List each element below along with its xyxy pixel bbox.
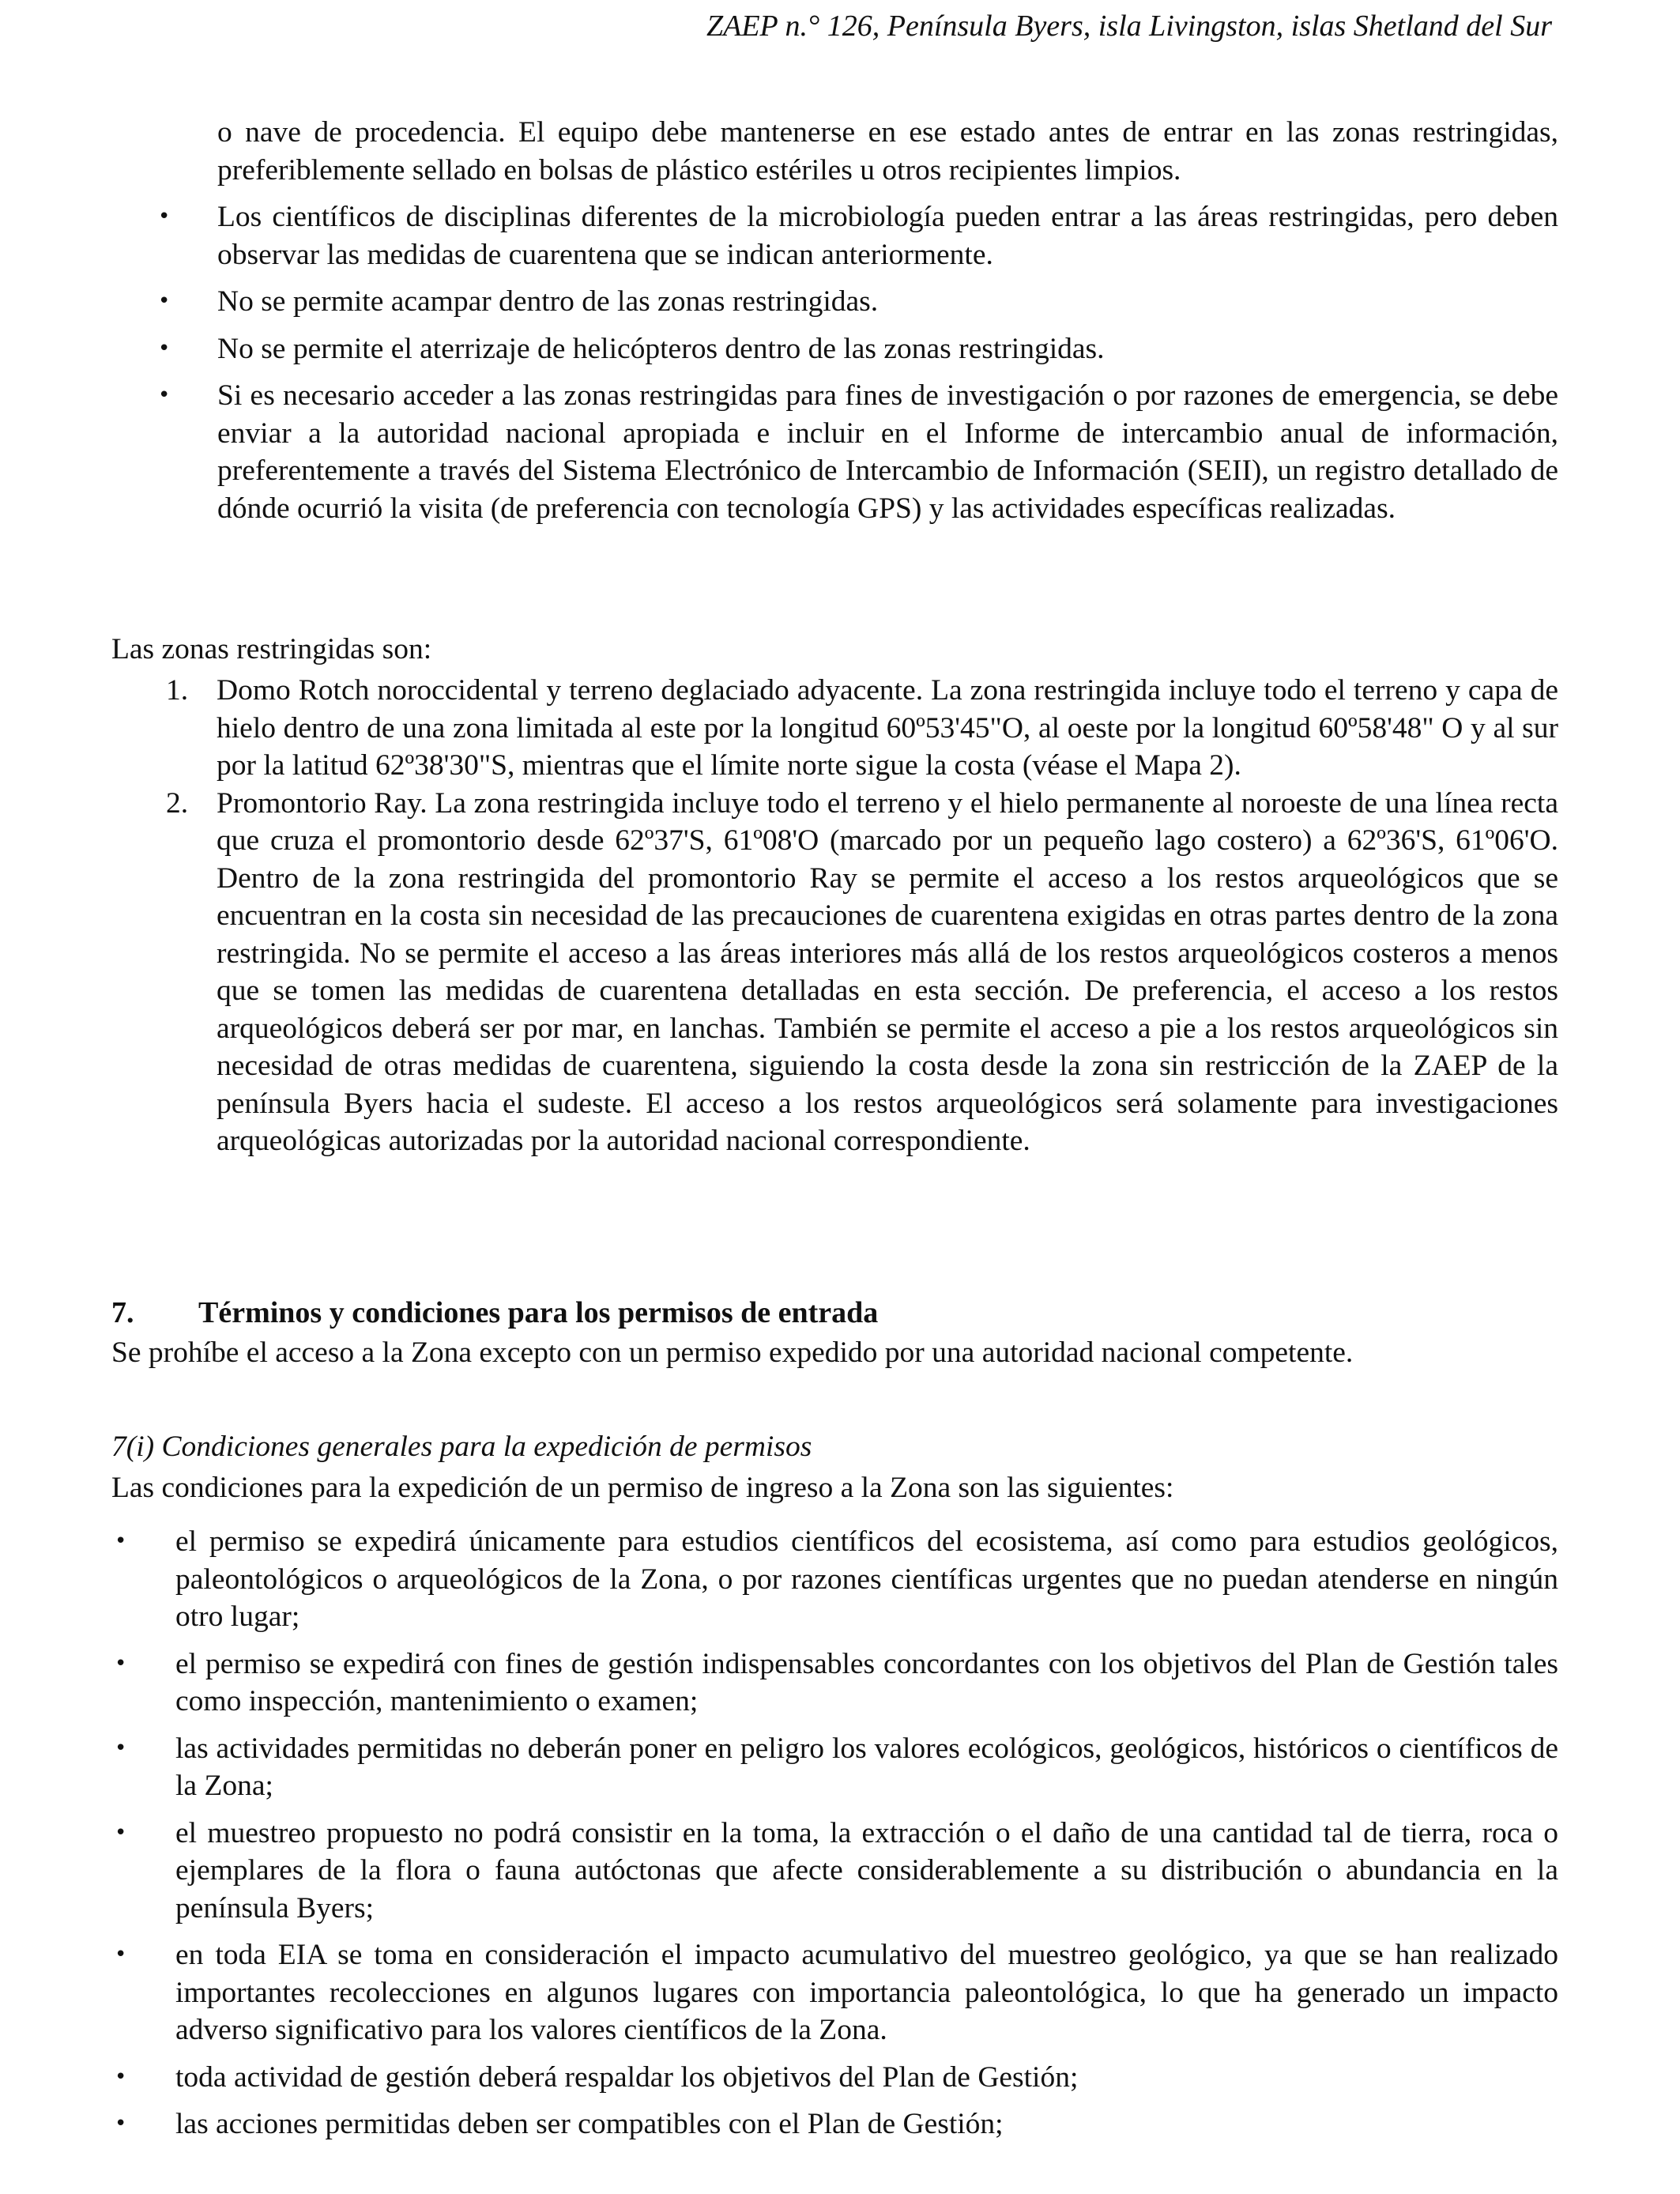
list-item [111, 1730, 1558, 1805]
list-item-text: las acciones permitidas deben ser compatibles con el Plan de Gestión; [175, 2108, 1004, 2140]
list-item-text: las actividades permitidas no deberán poner en peligro los valores ecológicos, geológicos, históricos o científicos de la Zona; [175, 1732, 1558, 1802]
bullet-icon: • [115, 1651, 127, 1676]
zone-item [166, 672, 1558, 785]
list-item [111, 2059, 1558, 2097]
list-item-text: No se permite acampar dentro de las zonas restringidas. [217, 285, 879, 318]
bullet-icon: • [115, 1529, 127, 1553]
zone-number: 2. [166, 786, 189, 820]
quarantine-measures-block [158, 114, 1558, 537]
zone-item [166, 785, 1558, 1160]
running-header: ZAEP n.° 126, Península Byers, isla Livingston, islas Shetland del Sur [706, 9, 1552, 43]
bullet-icon: • [115, 2064, 127, 2089]
list-item [158, 377, 1558, 527]
zones-intro: Las zonas restringidas son: [111, 633, 432, 665]
bullet-icon: • [115, 1736, 127, 1760]
list-item-text: el permiso se expedirá únicamente para estudios científicos del ecosistema, así como para estudios geológicos, paleontológicos o arqueológicos de la Zona, o por razones científicas urgentes que no puedan atenderse en ningún otro lugar; [175, 1525, 1558, 1633]
bullet-icon: • [158, 289, 171, 313]
conditions-intro: Las condiciones para la expedición de un permiso de ingreso a la Zona son las siguientes: [111, 1472, 1174, 1504]
bullet-icon: • [115, 1943, 127, 1966]
list-item-text: No se permite el aterrizaje de helicópteros dentro de las zonas restringidas. [217, 332, 1105, 365]
list-item [111, 1523, 1558, 1636]
zone-text: Promontorio Ray. La zona restringida incluye todo el terreno y el hielo permanente al noroeste de una línea recta que cruza el promontorio desde 62º37'S, 61º08'O (marcado por un pequeño lago costero) a 62º36'S, 61º06'O. Dentro de la zona restringida del promontorio Ray se permite el acceso a los restos arqueológicos que se encuentran en la costa sin necesidad de las precauciones de cuarentena exigidas en otras partes dentro de la zona restringida. No se permite el acceso a las áreas interiores más allá de los restos arqueológicos costeros a menos que se tomen las medidas de cuarentena detalladas en esta sección. De preferencia, el acceso a los restos arqueológicos deberá ser por mar, en lanchas. También se permite el acceso a pie a los restos arqueológicos sin necesidad de otras medidas de cuarentena, siguiendo la costa desde la zona sin restricción de la ZAEP de la península Byers hacia el sudeste. El acceso a los restos arqueológicos será solamente para investigaciones arqueológicas autorizadas por la autoridad nacional correspondiente. [217, 786, 1558, 1157]
section-title: Términos y condiciones para los permisos de entrada [198, 1296, 879, 1329]
list-item [158, 283, 1558, 321]
bullet-icon: • [158, 383, 171, 407]
list-item-text: toda actividad de gestión deberá respaldar los objetivos del Plan de Gestión; [175, 2060, 1079, 2094]
continuation-text: o nave de procedencia. El equipo debe mantenerse en ese estado antes de entrar en las zonas restringidas, preferiblemente sellado en bolsas de plástico estériles u otros recipientes limpios. [217, 116, 1558, 187]
list-item [111, 1646, 1558, 1721]
zones-list [166, 672, 1558, 1160]
continuation-paragraph [158, 114, 1558, 189]
zone-number: 1. [166, 674, 189, 707]
section-number: 7. [111, 1296, 134, 1329]
subsection-heading: 7(i) Condiciones generales para la expedición de permisos [111, 1431, 812, 1463]
bullet-icon: • [115, 2112, 127, 2136]
list-item [111, 2105, 1558, 2143]
list-item-text: en toda EIA se toma en consideración el impacto acumulativo del muestreo geológico, ya que se han realizado importantes recolecciones en algunos lugares con importancia paleontológica, lo que ha generado un impacto adverso significativo para los valores científicos de la Zona. [175, 1939, 1558, 2046]
list-item [111, 1936, 1558, 2049]
conditions-list [111, 1523, 1558, 2153]
list-item [158, 330, 1558, 368]
zone-text: Domo Rotch noroccidental y terreno deglaciado adyacente. La zona restringida incluye todo el terreno y capa de hielo dentro de una zona limitada al este por la longitud 60º53'45"O, al oeste por la longitud 60º58'48" O y al sur por la latitud 62º38'30"S, mientras que el límite norte sigue la costa (véase el Mapa 2). [217, 674, 1558, 782]
bullet-icon: • [158, 336, 171, 360]
section-heading [111, 1294, 1565, 1332]
list-item [158, 198, 1558, 273]
list-item-text: Si es necesario acceder a las zonas restringidas para fines de investigación o por razones de emergencia, se debe enviar a la autoridad nacional apropiada e incluir en el Informe de intercambio anual de información, preferentemente a través del Sistema Electrónico de Intercambio de Información (SEII), un registro detallado de dónde ocurrió la visita (de preferencia con tecnología GPS) y las actividades específicas realizadas. [217, 379, 1558, 525]
list-item-text: Los científicos de disciplinas diferentes de la microbiología pueden entrar a las áreas restringidas, pero deben observar las medidas de cuarentena que se indican anteriormente. [217, 201, 1558, 271]
bullet-icon: • [115, 1820, 127, 1845]
list-item-text: el permiso se expedirá con fines de gestión indispensables concordantes con los objetivos del Plan de Gestión tales como inspección, mantenimiento o examen; [175, 1647, 1558, 1717]
list-item-text: el muestreo propuesto no podrá consistir en la toma, la extracción o el daño de una cantidad tal de tierra, roca o ejemplares de la flora o fauna autóctonas que afecte considerablemente a su distribución o abundancia en la península Byers; [175, 1816, 1558, 1924]
section-body: Se prohíbe el acceso a la Zona excepto con un permiso expedido por una autoridad nacional competente. [111, 1336, 1354, 1369]
list-item [111, 1815, 1558, 1928]
bullet-icon: • [158, 205, 171, 228]
